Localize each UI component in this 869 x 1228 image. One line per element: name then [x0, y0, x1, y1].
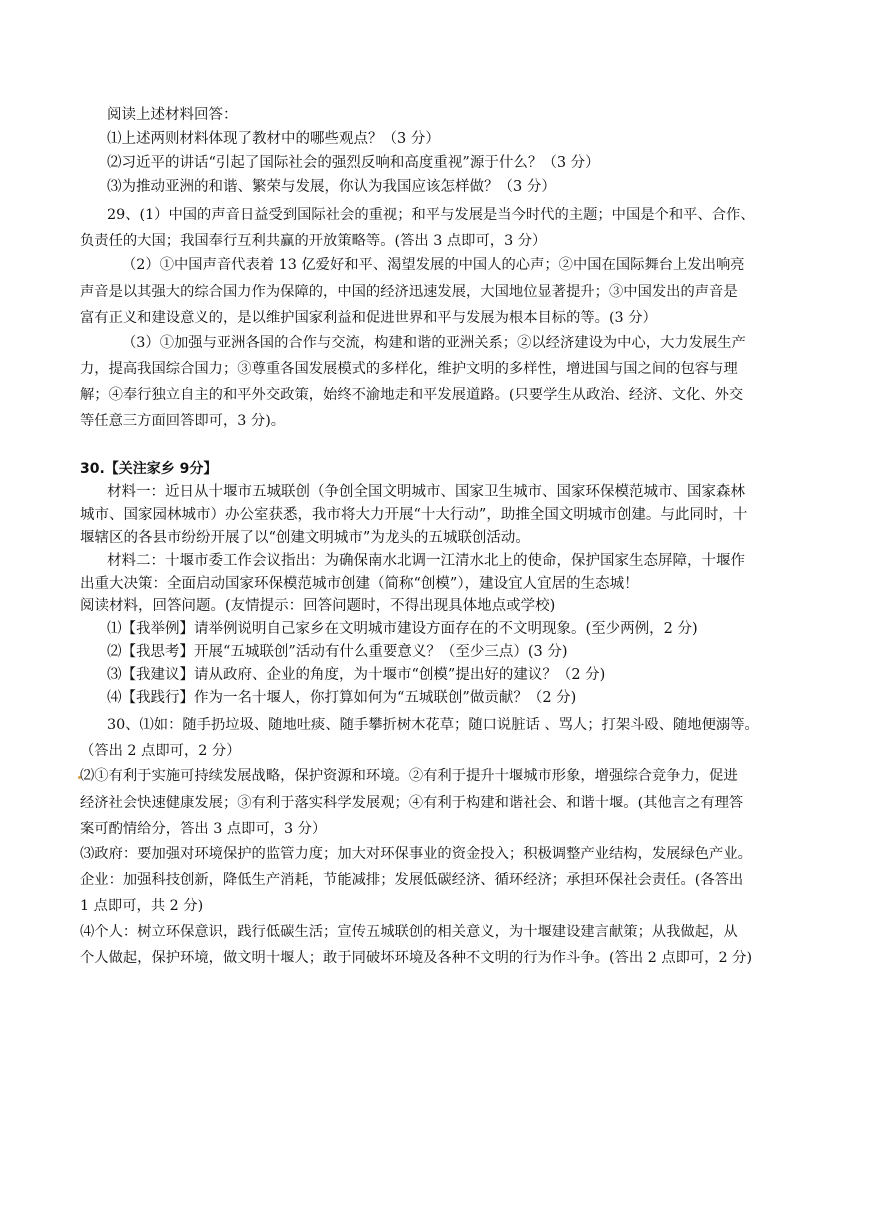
- q30-read-instruction: 阅读材料，回答问题。(友情提示：回答问题时，不得出现具体地点或学校): [80, 598, 556, 614]
- q29-question-3: ⑶为推动亚洲的和谐、繁荣与发展，你认为我国应该怎样做？（3 分）: [107, 179, 556, 195]
- q30-heading: 30.【关注家乡 9分】: [80, 461, 218, 477]
- q30-answer-4-line-1: ⑷个人：树立环保意识，践行低碳生活；宣传五城联创的相关意义，为十堰建设建言献策；从我做起，从: [80, 924, 738, 940]
- q29-question-1: ⑴上述两则材料体现了教材中的哪些观点？（3 分）: [107, 131, 440, 147]
- q29-answer-2-line-3: 富有正义和建设意义的，是以维护国家利益和促进世界和平与发展为根本目标的等。(3 分）: [80, 310, 657, 326]
- q29-answer-3-line-1: （3）①加强与亚洲各国的合作与交流，构建和谐的亚洲关系；②以经济建设为中心，大力发展生产: [122, 335, 746, 351]
- q29-answer-3-line-4: 等任意三方面回答即可，3 分)。: [80, 413, 286, 429]
- q29-question-2: ⑵习近平的讲话“引起了国际社会的强烈反响和高度重视”源于什么？（3 分）: [107, 155, 600, 171]
- q30-question-4: ⑷【我践行】作为一名十堰人，你打算如何为“五城联创”做贡献？（2 分): [107, 690, 577, 706]
- q29-answer-3-line-3: 解；④奉行独立自主的和平外交政策，始终不渝地走和平发展道路。(只要学生从政治、经济、文化、外交: [80, 387, 744, 403]
- q30-answer-3-line-3: 1 点即可，共 2 分): [80, 898, 204, 914]
- q30-answer-3-line-2: 企业：加强科技创新，降低生产消耗，节能减排；发展低碳经济、循环经济；承担环保社会责任。(各答出: [80, 872, 744, 888]
- q29-answer-1-line-1: 29、(1）中国的声音日益受到国际社会的重视；和平与发展是当今时代的主题；中国是个和平、合作、: [107, 207, 755, 223]
- q29-read-intro: 阅读上述材料回答：: [107, 107, 238, 123]
- q30-answer-1-line-2: （答出 2 点即可，2 分）: [80, 743, 241, 759]
- q30-material-1-line-1: 材料一：近日从十堰市五城联创（争创全国文明城市、国家卫生城市、国家环保模范城市、国家森林: [107, 484, 745, 500]
- q29-answer-2-line-2: 声音是以其强大的综合国力作为保障的，中国的经济迅速发展，大国地位显著提升；③中国发出的声音是: [80, 284, 738, 300]
- q30-material-2-line-2: 出重大决策：全面启动国家环保模范城市创建（简称“创模”），建设宜人宜居的生态城！: [80, 576, 639, 592]
- q29-answer-1-line-2: 负责任的大国；我国奉行互利共赢的开放策略等。(答出 3 点即可，3 分）: [80, 233, 547, 249]
- q30-answer-3-line-1: ⑶政府：要加强对环境保护的监管力度；加大对环保事业的资金投入；积极调整产业结构，发展绿色产业。: [80, 846, 752, 862]
- q30-material-1-line-3: 堰辖区的各县市纷纷开展了以“创建文明城市”为龙头的五城联创活动。: [80, 530, 530, 546]
- q30-answer-1-line-1: 30、⑴如：随手扔垃圾、随地吐痰、随手攀折树木花草；随口说脏话 、骂人；打架斗殴、随地便溺等。: [107, 717, 759, 733]
- q30-answer-2-line-2: 经济社会快速健康发展；③有利于落实科学发展观；④有利于构建和谐社会、和谐十堰。(其他言之有理答: [80, 795, 744, 811]
- q30-question-3: ⑶【我建议】请从政府、企业的角度，为十堰市“创模”提出好的建议？（2 分): [107, 667, 606, 683]
- q30-answer-2-line-3: 案可酌情给分，答出 3 点即可，3 分）: [80, 821, 327, 837]
- q30-answer-2-line-1: ⑵①有利于实施可持续发展战略，保护资源和环境。②有利于提升十堰城市形象，增强综合竞争力，促进: [80, 768, 738, 784]
- q29-answer-2-line-1: （2）①中国声音代表着 13 亿爱好和平、渴望发展的中国人的心声；②中国在国际舞台上发出响亮: [122, 257, 745, 273]
- q30-question-1: ⑴【我举例】请举例说明自己家乡在文明城市建设方面存在的不文明现象。(至少两例，2 分): [107, 621, 698, 637]
- q30-question-2: ⑵【我思考】开展“五城联创”活动有什么重要意义？（至少三点）(3 分): [107, 644, 568, 660]
- q30-material-1-line-2: 城市、国家园林城市）办公室获悉，我市将大力开展“十大行动”，助推全国文明城市创建。与此同时，十: [80, 507, 748, 523]
- q30-material-2-line-1: 材料二：十堰市委工作会议指出：为确保南水北调一江清水北上的使命，保护国家生态屏障，十堰作: [107, 553, 745, 569]
- q30-answer-4-line-2: 个人做起，保护环境，做文明十堰人；敢于同破坏环境及各种不文明的行为作斗争。(答出 2 点即可，2 分): [80, 950, 753, 966]
- q29-answer-3-line-2: 力，提高我国综合国力；③尊重各国发展模式的多样化，维护文明的多样性，增进国与国之间的包容与理: [80, 361, 738, 377]
